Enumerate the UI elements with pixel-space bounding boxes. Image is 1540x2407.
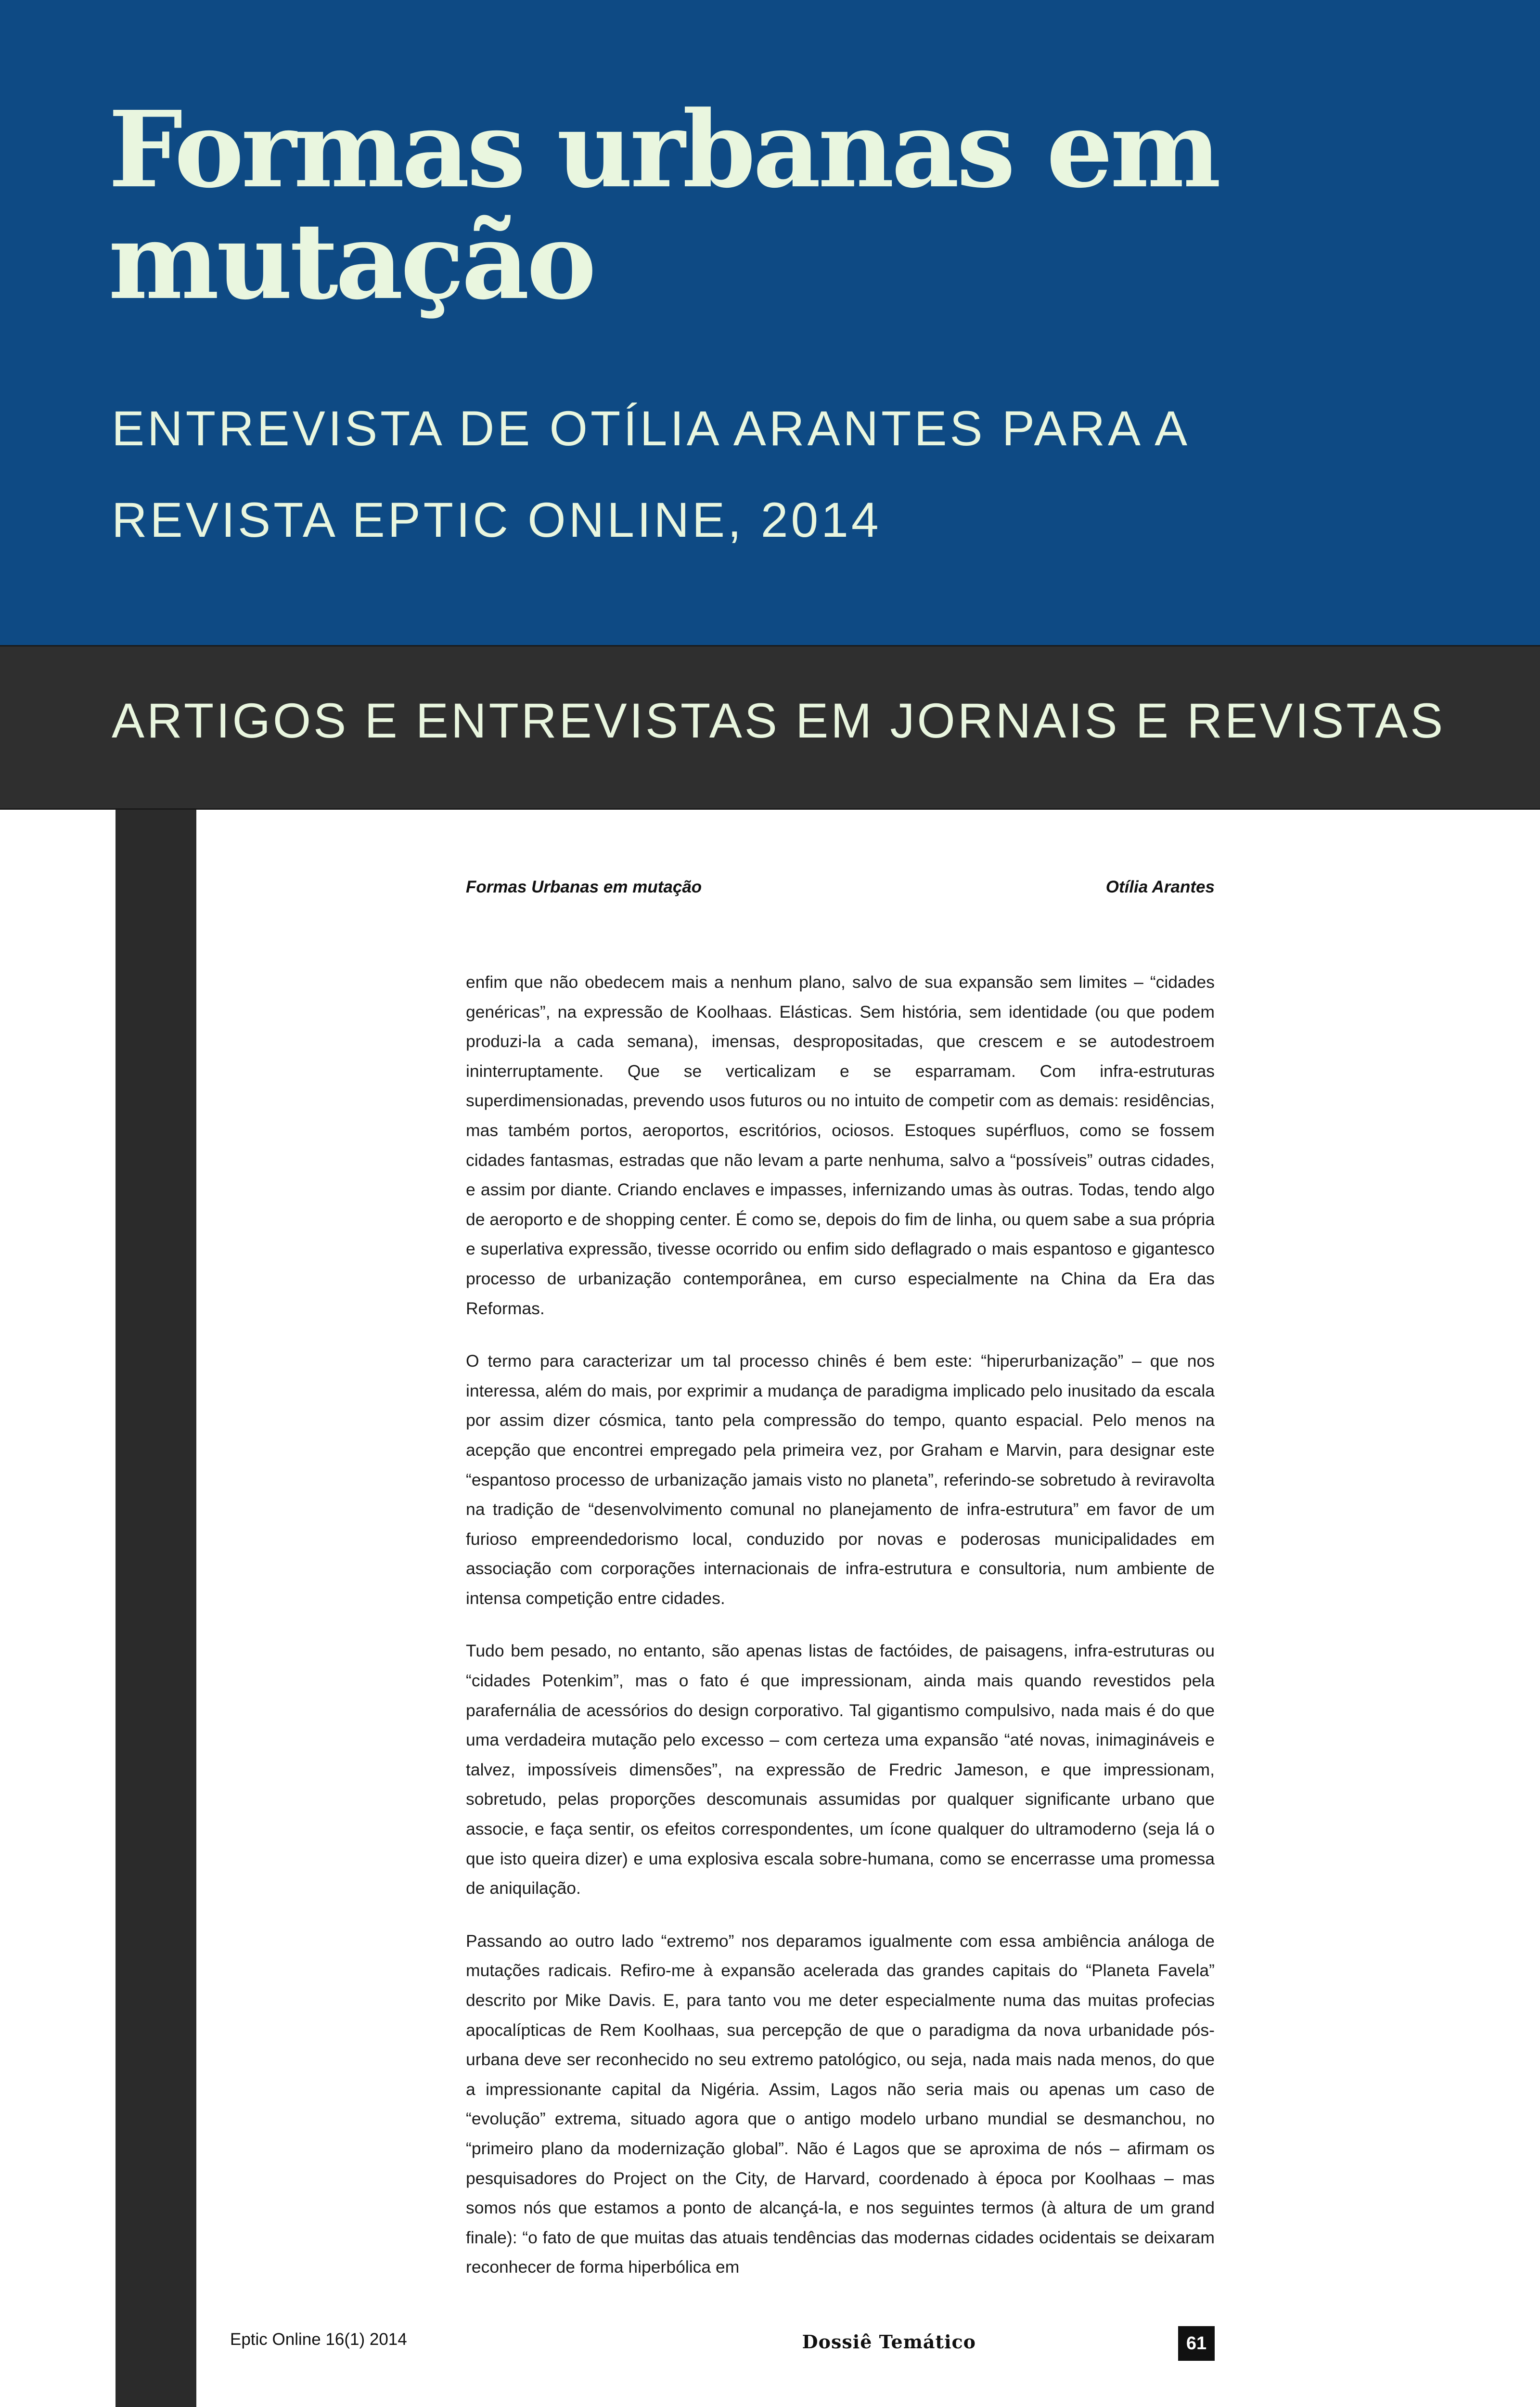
running-head-author: Otília Arantes <box>1105 878 1215 896</box>
footer-section-name: Dossiê Temático <box>802 2331 976 2353</box>
page-number: 61 <box>1178 2326 1215 2361</box>
article-paragraph: O termo para caracterizar um tal processo chinês é bem este: “hiperurbanização” – que nos interessa, além do mais, por exprimir a mudança de paradigma implicado pelo inusitado da escala por assim dizer cósmica, tanto pela compressão do tempo, quanto espacial. Pelo menos na acepção que encontrei empregado pela primeira vez, por Graham e Marvin, para designar este “espantoso processo de urbanização jamais visto no planeta”, referindo-se sobretudo à reviravolta na tradição de “desenvolvimento comunal no planejamento de infra-estrutura” em favor de um furioso empreendedorismo local, conduzido por novas e poderosas municipalidades em associação com corporações internacionais de infra-estrutura e consultoria, num ambiente de intensa competição entre cidades. <box>466 1351 1215 1608</box>
article-paragraph: enfim que não obedecem mais a nenhum plano, salvo de sua expansão sem limites – “cidades genéricas”, na expressão de Koolhaas. Elásticas. Sem história, sem identidade (ou que podem produzi-la a cada semana), imensas, despropositadas, que crescem e se autodestroem ininterruptamente. Que se verticalizam e se esparramam. Com infra-estruturas superdimensionadas, prevendo usos futuros ou no intuito de competir com as demais: residências, mas também portos, aeroportos, escritórios, ociosos. Estoques supérfluos, como se fossem cidades fantasmas, estradas que não levam a parte nenhuma, salvo a “possíveis” outras cidades, e assim por diante. Criando enclaves e impasses, infernizando umas às outras. Todas, tendo algo de aeroporto e de shopping center. É como se, depois do fim de linha, ou quem sabe a sua própria e superlativa expressão, tivesse ocorrido ou enfim sido deflagrado o mais espantoso e gigantesco processo de urbanização contemporânea, em curso especialmente na China da Era das Reformas. <box>466 972 1215 1318</box>
article-body <box>466 968 1215 2305</box>
page-subtitle: ENTREVISTA DE OTÍLIA ARANTES PARA A REVISTA EPTIC ONLINE, 2014 <box>112 401 1188 547</box>
article-paragraph: Passando ao outro lado “extremo” nos deparamos igualmente com essa ambiência análoga de mutações radicais. Refiro-me à expansão acelerada das grandes capitais do “Planeta Favela” descrito por Mike Davis. E, para tanto vou me deter especialmente numa das muitas profecias apocalípticas de Rem Koolhaas, sua percepção de que o paradigma da nova urbanidade pós-urbana deve ser reconhecido no seu extremo patológico, ou seja, nada mais nada menos, do que a impressionante capital da Nigéria. Assim, Lagos não seria mais ou apenas um caso de “evolução” extrema, situado agora que o antigo modelo urbano mundial se desmanchou, no “primeiro plano da modernização global”. Não é Lagos que se aproxima de nós – afirmam os pesquisadores do Project on the City, de Harvard, coordenado à época por Koolhaas – mas somos nós que estamos a ponto de alcançá-la, e nos seguintes termos (à altura de um grand finale): “o fato de que muitas das atuais tendências das modernas cidades ocidentais se deixaram reconhecer de forma hiperbólica em <box>466 1931 1215 2277</box>
article-paragraph: Tudo bem pesado, no entanto, são apenas listas de factóides, de paisagens, infra-estruturas ou “cidades Potenkim”, mas o fato é que impressionam, ainda mais quando revestidos pela parafernália de acessórios do design corporativo. Tal gigantismo compulsivo, nada mais é do que uma verdadeira mutação pelo excesso – com certeza uma expansão “até novas, inimagináveis e talvez, impossíveis dimensões”, na expressão de Fredric Jameson, e que impressionam, sobretudo, pelas proporções descomunais assumidas por qualquer significante urbano que associe, e faça sentir, os efeitos correspondentes, um ícone qualquer do ultramoderno (seja lá o que isto queira dizer) e uma explosiva escala sobre-humana, como se encerrasse uma promessa de aniquilação. <box>466 1641 1215 1898</box>
section-label: ARTIGOS E ENTREVISTAS EM JORNAIS E REVISTAS <box>112 693 1446 748</box>
running-head <box>466 878 1215 902</box>
decorative-side-bar <box>116 810 196 2407</box>
page-title: Formas urbanas em mutação <box>108 88 1219 323</box>
section-band <box>0 645 1540 810</box>
header-banner <box>0 0 1540 645</box>
running-head-title: Formas Urbanas em mutação <box>466 878 702 896</box>
footer-journal: Eptic Online 16(1) 2014 <box>230 2330 407 2349</box>
